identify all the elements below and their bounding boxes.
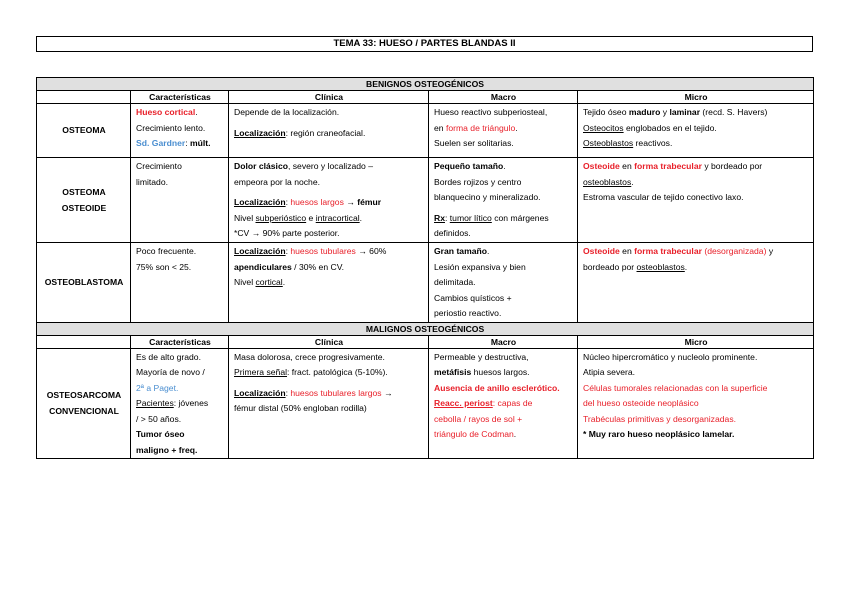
- text: .: [631, 176, 634, 187]
- cell-macro: [429, 348, 578, 459]
- text: * Muy raro hueso neoplásico lamelar.: [583, 429, 735, 439]
- cell-clinica: [229, 104, 429, 158]
- text: : capas de: [492, 398, 533, 408]
- text: : región craneofacial.: [285, 127, 366, 138]
- text: Estroma vascular de tejido conectivo laxo.: [583, 192, 744, 202]
- text: limitado.: [136, 176, 168, 187]
- text: .: [195, 107, 198, 117]
- text: .: [513, 429, 517, 439]
- header-caracteristicas: Características: [131, 91, 229, 104]
- cell-caracteristicas: [131, 104, 229, 158]
- cell-clinica: [229, 348, 429, 459]
- text: .: [359, 212, 363, 223]
- header-macro: Macro: [429, 91, 578, 104]
- text: :: [445, 212, 450, 223]
- text: Mayoría de novo /: [136, 367, 205, 377]
- malign-band: MALIGNOS OSTEOGÉNICOS: [37, 322, 814, 335]
- text: metáfisis: [434, 367, 472, 377]
- text: huesos tubulares largos: [290, 387, 382, 398]
- text: tumor lítico: [449, 212, 492, 223]
- row-osteosarcoma: [37, 348, 814, 459]
- text: Osteoblastos: [583, 138, 634, 148]
- header-micro: Micro: [578, 91, 814, 104]
- malign-header-row: [37, 335, 814, 348]
- text: Depende de la localización.: [234, 107, 340, 117]
- text: con márgenes: [491, 212, 549, 223]
- row-label: [37, 348, 131, 459]
- cell-macro: [429, 158, 578, 243]
- cell-clinica: [229, 158, 429, 243]
- text: 2ª a Paget.: [136, 382, 179, 393]
- text: Pequeño tamaño: [434, 161, 504, 171]
- text: Suelen ser solitarias.: [434, 138, 514, 148]
- text: .: [282, 277, 286, 287]
- row-label: [37, 158, 131, 243]
- header-empty: [37, 335, 131, 348]
- text: Gran tamaño: [434, 246, 488, 256]
- text: laminar: [669, 107, 701, 117]
- text: .: [503, 161, 506, 171]
- text: OSTEOIDE: [61, 202, 107, 213]
- text: triángulo de Codman: [434, 429, 514, 439]
- benign-header-row: [37, 91, 814, 104]
- text: .: [684, 261, 688, 272]
- text: en: [619, 161, 635, 171]
- text: Reacc. periost: [434, 398, 493, 408]
- text: fémur distal (50% engloban rodilla): [234, 403, 367, 413]
- cell-micro: [578, 158, 814, 243]
- text: Tejido óseo: [583, 107, 629, 117]
- text: del hueso osteoide neoplásico: [583, 398, 699, 408]
- text: forma trabecular: [634, 246, 702, 256]
- text: y: [766, 246, 774, 256]
- text: subperióstico: [255, 212, 307, 223]
- text: cortical: [255, 277, 283, 287]
- text: maligno + freq.: [136, 444, 198, 455]
- text: Lesión expansiva y bien: [434, 261, 526, 272]
- text: Primera señal: [234, 367, 288, 377]
- text: .: [487, 246, 490, 256]
- text: Dolor clásico: [234, 161, 288, 171]
- text: Nivel: [234, 212, 256, 223]
- text: huesos tubulares: [290, 246, 356, 256]
- text: y: [660, 107, 670, 117]
- row-osteoma: [37, 104, 814, 158]
- tumor-table: [36, 77, 814, 459]
- text: / > 50 años.: [136, 413, 182, 424]
- text: Crecimiento: [136, 161, 182, 171]
- text: CONVENCIONAL: [49, 405, 119, 416]
- text: intracortical: [315, 212, 360, 223]
- text: Trabéculas primitivas y desorganizadas.: [583, 413, 737, 424]
- header-micro: Micro: [578, 335, 814, 348]
- text: (recd. S. Havers): [700, 107, 768, 117]
- cell-caracteristicas: [131, 158, 229, 243]
- text: Localización: [234, 246, 286, 256]
- text: Masa dolorosa, crece progresivamente.: [234, 351, 385, 362]
- text: (desorganizada): [704, 246, 767, 256]
- header-clinica: Clínica: [229, 335, 429, 348]
- text: Ausencia de anillo esclerótico.: [434, 382, 560, 393]
- text: Crecimiento lento.: [136, 122, 206, 133]
- text: apendiculares: [234, 261, 292, 272]
- text: huesos largos: [290, 197, 344, 207]
- text: e: [306, 212, 316, 223]
- text: osteoblastos: [583, 176, 632, 187]
- text: bordeado por: [583, 261, 637, 272]
- text: Nivel: [234, 277, 256, 287]
- text: Poco frecuente.: [136, 246, 197, 256]
- text: Tumor óseo: [136, 429, 185, 439]
- text: blanquecino y mineralizado.: [434, 192, 541, 202]
- text: periostio reactivo.: [434, 308, 502, 318]
- text: *CV → 90% parte posterior.: [234, 228, 340, 238]
- text: en: [434, 122, 446, 133]
- text: 75% son < 25.: [136, 261, 192, 272]
- text: .: [515, 122, 518, 133]
- cell-caracteristicas: [131, 348, 229, 459]
- text: Localización: [234, 387, 286, 398]
- text: cebolla / rayos de sol +: [434, 413, 523, 424]
- row-osteoma-osteoide: [37, 158, 814, 243]
- text: OSTEOSARCOMA: [46, 390, 122, 401]
- header-macro: Macro: [429, 335, 578, 348]
- row-label: OSTEOMA: [37, 104, 131, 158]
- text: Osteoide: [583, 246, 620, 256]
- text: reactivos.: [633, 138, 673, 148]
- text: múlt.: [189, 138, 211, 148]
- text: →: [381, 387, 393, 398]
- text: :: [285, 246, 291, 256]
- text: forma trabecular: [634, 161, 702, 171]
- benign-band-row: [37, 78, 814, 91]
- text: / 30% en CV.: [291, 261, 345, 272]
- cell-caracteristicas: [131, 243, 229, 323]
- text: :: [185, 138, 190, 148]
- text: osteoblastos: [636, 261, 685, 272]
- cell-micro: [578, 348, 814, 459]
- text: :: [285, 197, 291, 207]
- text: : jóvenes: [173, 398, 209, 408]
- cell-macro: [429, 104, 578, 158]
- text: Osteoide: [583, 161, 620, 171]
- text: Rx: [434, 212, 445, 223]
- row-osteoblastoma: [37, 243, 814, 323]
- text: , severo y localizado –: [287, 161, 373, 171]
- text: Pacientes: [136, 398, 174, 408]
- text: Sd. Gardner: [136, 138, 186, 148]
- text: Núcleo hipercromático y nucleolo prominente.: [583, 351, 758, 362]
- text: Atipia severa.: [583, 367, 636, 377]
- header-clinica: Clínica: [229, 91, 429, 104]
- malign-band-row: [37, 322, 814, 335]
- text: Hueso cortical: [136, 107, 196, 117]
- text: delimitada.: [434, 277, 476, 287]
- text: definidos.: [434, 228, 471, 238]
- text: :: [285, 387, 291, 398]
- text: →: [343, 197, 358, 207]
- text: Localización: [234, 197, 286, 207]
- text: Localización: [234, 127, 286, 138]
- text: OSTEOMA: [62, 187, 106, 197]
- text: : fract. patológica (5-10%).: [287, 367, 388, 377]
- text: → 60%: [355, 246, 387, 256]
- text: Bordes rojizos y centro: [434, 176, 522, 187]
- page-title: TEMA 33: HUESO / PARTES BLANDAS II: [36, 36, 813, 52]
- header-caracteristicas: Características: [131, 335, 229, 348]
- text: en: [619, 246, 635, 256]
- text: huesos largos.: [471, 367, 530, 377]
- text: Células tumorales relacionadas con la superficie: [583, 382, 768, 393]
- row-label: OSTEOBLASTOMA: [37, 243, 131, 323]
- cell-micro: [578, 243, 814, 323]
- benign-band: BENIGNOS OSTEOGÉNICOS: [37, 78, 814, 91]
- text: forma de triángulo: [445, 122, 516, 133]
- text: Osteocitos: [583, 122, 624, 133]
- text: Hueso reactivo subperiosteal,: [434, 107, 548, 117]
- text: Permeable y destructiva,: [434, 351, 529, 362]
- text: Cambios quísticos +: [434, 292, 512, 303]
- text: maduro: [628, 107, 661, 117]
- cell-micro: [578, 104, 814, 158]
- text: fémur: [357, 197, 382, 207]
- cell-macro: [429, 243, 578, 323]
- text: englobados en el tejido.: [623, 122, 717, 133]
- text: Es de alto grado.: [136, 351, 201, 362]
- text: empeora por la noche.: [234, 176, 320, 187]
- cell-clinica: [229, 243, 429, 323]
- text: y bordeado por: [701, 161, 763, 171]
- header-empty: [37, 91, 131, 104]
